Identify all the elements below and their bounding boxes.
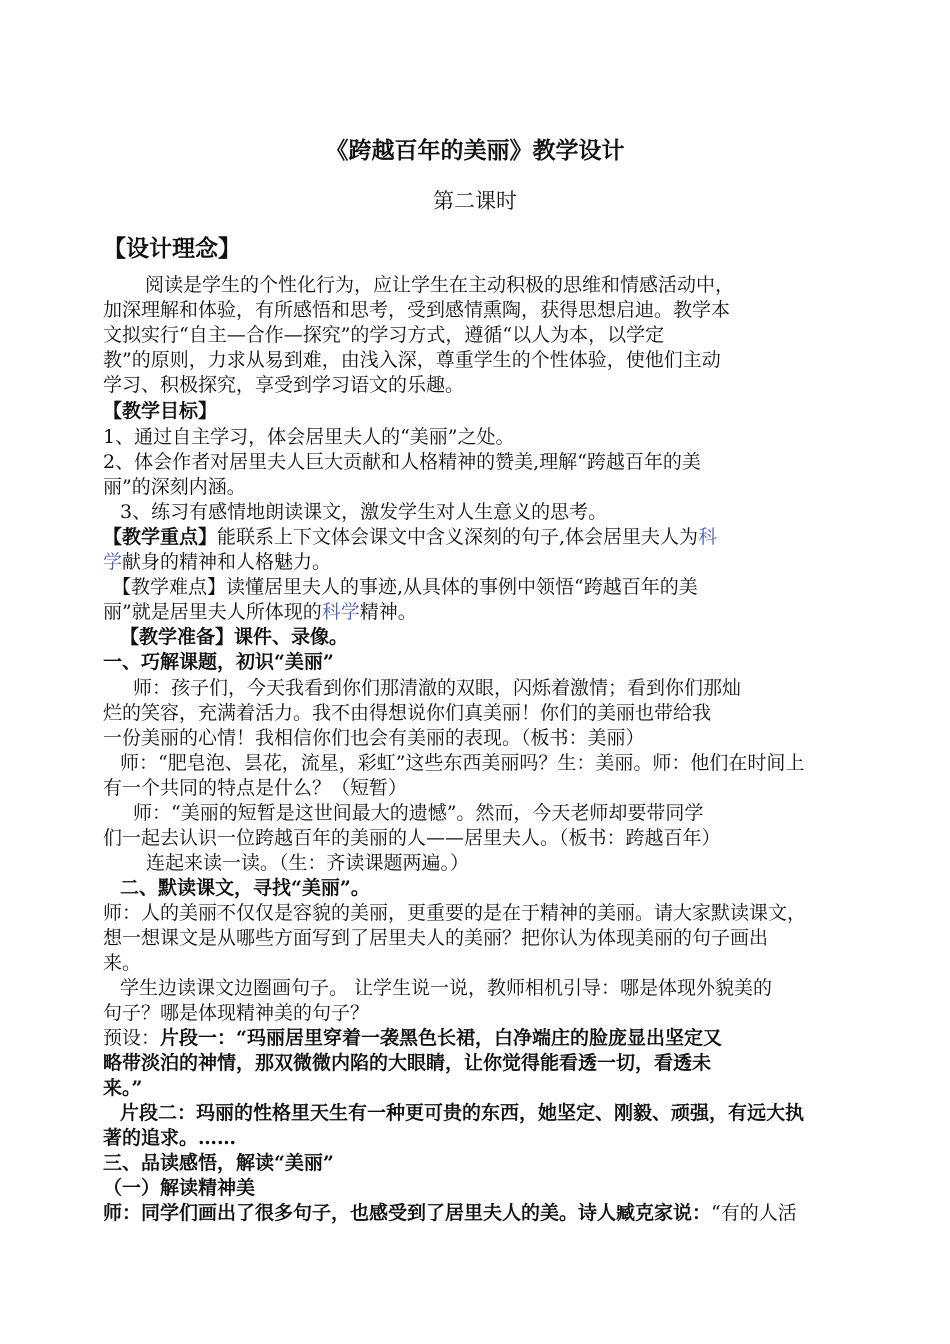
difficulty-line: [103, 599, 903, 625]
difficulty-text: 丽”就是居里夫人所体现的: [103, 601, 322, 623]
section3-text: “有的人活: [711, 1202, 797, 1224]
section1-heading: 一、巧解课题，初识“美丽”: [103, 651, 334, 673]
key-point-text: 献身的精神和人格魅力。: [122, 551, 332, 573]
key-point-line: [103, 524, 903, 550]
section1-line: 们一起去认识一位跨越百年的美丽的人——居里夫人。（板书：跨越百年）: [103, 827, 721, 849]
key-point-text: 能联系上下文体会课文中含义深刻的句子,体会居里夫人为: [217, 526, 699, 548]
prep-line: 【教学准备】课件、录像。: [120, 626, 349, 648]
section3-subheading: （一）解读精神美: [103, 1177, 256, 1199]
difficulty-text-end: 精神。: [359, 601, 417, 623]
design-heading: 【设计理念】: [103, 235, 241, 262]
goal-item: 3、练习有感情地朗读课文，激发学生对人生意义的思考。: [120, 501, 608, 523]
section2-line: 学生边读课文边圈画句子。 让学生说一说，教师相机引导：哪是体现外貌美的: [120, 977, 773, 999]
preset-label: 预设：: [103, 1027, 161, 1049]
section2-line: 句子？哪是体现精神美的句子？: [103, 1002, 370, 1024]
key-point-line: [103, 549, 903, 575]
design-line: 学习、积极探究，享受到学习语文的乐趣。: [103, 374, 465, 396]
goal-item: 丽”的深刻内涵。: [103, 476, 246, 498]
section3-heading: 三、品读感悟，解读“美丽”: [103, 1152, 334, 1174]
section1-line: 师：孩子们，今天我看到你们那清澈的双眼，闪烁着激情；看到你们那灿: [133, 677, 742, 699]
key-point-label: 【教学重点】: [103, 526, 218, 548]
preset-text: 片段一：“玛丽居里穿着一袭黑色长裙，白净端庄的脸庞显出坚定又: [160, 1027, 722, 1049]
document-subtitle: 第二课时: [433, 189, 517, 213]
section2-heading: 二、默读课文，寻找“美丽”。: [120, 877, 370, 899]
section1-line: 一份美丽的心情！我相信你们也会有美丽的表现。（板书：美丽）: [103, 727, 645, 749]
preset-line: 来。”: [103, 1077, 143, 1099]
section1-line: 连起来读一读。（生：齐读课题两遍。）: [146, 852, 470, 874]
goal-item: 2、体会作者对居里夫人巨大贡献和人格精神的赞美,理解“跨越百年的美: [103, 451, 701, 473]
document-title: 《跨越百年的美丽》教学设计: [325, 137, 625, 164]
preset-line: 略带淡泊的神情，那双微微内陷的大眼睛，让你觉得能看透一切，看透未: [103, 1052, 712, 1074]
preset-line: [103, 1025, 903, 1051]
section1-line: 烂的笑容，充满着活力。我不由得想说你们真美丽！你们的美丽也带给我: [103, 702, 712, 724]
section1-line: 师：“肥皂泡、昙花，流星，彩虹”这些东西美丽吗？生：美丽。师：他们在时间上: [120, 752, 805, 774]
section1-line: 有一个共同的特点是什么？（短暂）: [103, 777, 408, 799]
section2-line: 来。: [103, 952, 142, 974]
section3-line: [103, 1200, 903, 1226]
section3-text-bold: 师：同学们画出了很多句子，也感受到了居里夫人的美。诗人臧克家说：: [103, 1202, 712, 1224]
section2-line: 想一想课文是从哪些方面写到了居里夫人的美丽？把你认为体现美丽的句子画出: [103, 927, 769, 949]
preset-line: 片段二：玛丽的性格里天生有一种更可贵的东西，她坚定、刚毅、顽强，有远大执: [120, 1102, 805, 1124]
preset-line: 著的追求。……: [103, 1127, 237, 1149]
section1-line: 师：“美丽的短暂是这世间最大的遗憾”。然而，今天老师却要带同学: [133, 802, 704, 824]
goal-item: 1、通过自主学习，体会居里夫人的“美丽”之处。: [103, 426, 515, 448]
design-line: 阅读是学生的个性化行为，应让学生在主动积极的思维和情感活动中，: [145, 274, 735, 296]
section2-line: 师：人的美丽不仅仅是容貌的美丽，更重要的是在于精神的美丽。请大家默读课文，: [103, 902, 807, 924]
goals-heading: 【教学目标】: [103, 400, 218, 422]
difficulty-line: 【教学难点】读懂居里夫人的事迹,从具体的事例中领悟“跨越百年的美: [112, 576, 698, 598]
science-link[interactable]: 科学: [321, 601, 360, 623]
design-line: 加深理解和体验，有所感悟和思考，受到感情熏陶，获得思想启迪。教学本: [103, 299, 731, 321]
design-line: 文拟实行“自主—合作—探究”的学习方式，遵循“以人为本，以学定: [103, 324, 665, 346]
science-link[interactable]: 科: [698, 526, 718, 548]
science-link[interactable]: 学: [103, 551, 123, 573]
design-line: 教”的原则，力求从易到难，由浅入深，尊重学生的个性体验，使他们主动: [103, 349, 721, 371]
